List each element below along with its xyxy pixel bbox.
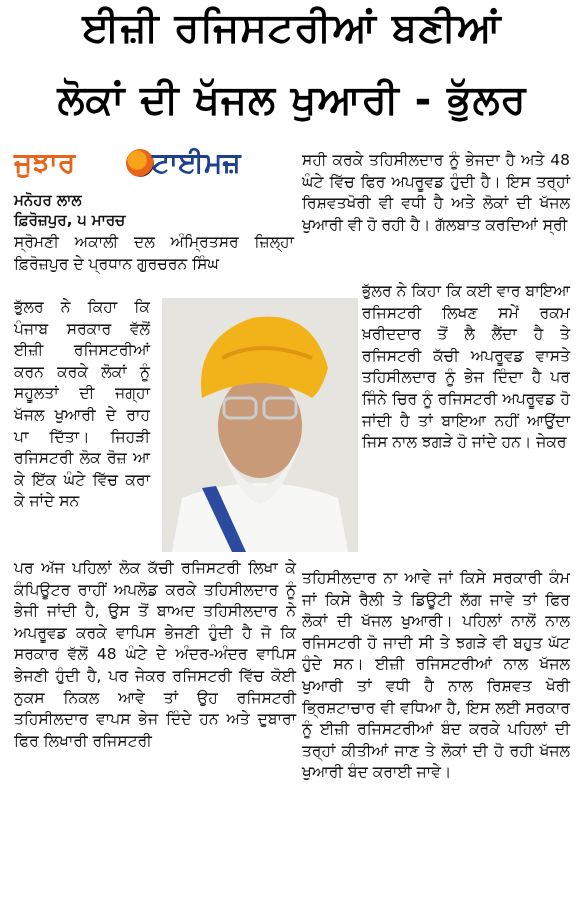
- article-paragraph-left-top: ਸ੍ਰੋਮਣੀ ਅਕਾਲੀ ਦਲ ਅੰਮ੍ਰਿਤਸਰ ਜ਼ਿਲ੍ਹਾ ਫ਼ਿਰੋਜ਼ਪੁਰ ਦੇ ਪ੍ਰਧਾਨ ਗੁਰਚਰਨ ਸਿੰਘ: [14, 233, 294, 273]
- headline-line-2: ਲੋਕਾਂ ਦੀ ਖੱਜਲ ਖੁਆਰੀ - ਭੁੱਲਰ: [57, 77, 527, 123]
- article-paragraph-left-narrow: ਭੁੱਲਰ ਨੇ ਕਿਹਾ ਕਿ ਪੰਜਾਬ ਸਰਕਾਰ ਵੱਲੋਂ ਈਜ਼ੀ ਰਜਿਸਟਰੀਆਂ ਕਰਨ ਕਰਕੇ ਲੋਕਾਂ ਨੂੰ ਸਹੂਲਤਾਂ ਦੀ ਜਗ੍ਹਾ ਖੱਜਲ ਖੁਆਰੀ ਦੇ ਰਾਹ ਪਾ ਦਿੱਤਾ। ਜਿਹੜੀ ਰਜਿਸਟਰੀ ਲੋਕ ਰੋਜ਼ ਆ ਕੇ ਇੱਕ ਘੰਟੇ ਵਿੱਚ ਕਰਾ ਕੇ ਜਾਂਦੇ ਸਨ: [14, 298, 150, 511]
- article-paragraph-right-bottom: ਤਹਿਸੀਲਦਾਰ ਨਾ ਆਵੇ ਜਾਂ ਕਿਸੇ ਸਰਕਾਰੀ ਕੰਮ ਜਾਂ ਕਿਸੇ ਰੈਲੀ ਤੇ ਡਿਊਟੀ ਲੱਗ ਜਾਵੇ ਤਾਂ ਫਿਰ ਲੋਕਾਂ ਦੀ ਖੱਜਲ ਖੁਆਰੀ। ਪਹਿਲਾਂ ਨਾਲੋਂ ਨਾਲ ਰਜਿਸਟਰੀ ਹੋ ਜਾਦੀ ਸੀ ਤੇ ਝਗੜੇ ਵੀ ਬਹੁਤ ਘੱਟ ਹੁੰਦੇ ਸਨ। ਈਜ਼ੀ ਰਜਿਸਟਰੀਆਂ ਨਾਲ ਖੱਜਲ ਖੁਆਰੀ ਤਾਂ ਵਧੀ ਹੈ ਨਾਲ ਰਿਸ਼ਵਤ ਖੋਰੀ ਭ੍ਰਿਸ਼ਟਾਚਾਰ ਵੀ ਵਧਿਆ ਹੈ, ਇਸ ਲਈ ਸਰਕਾਰ ਨੂੰ ਈਜ਼ੀ ਰਜਿਸਟਰੀਆਂ ਬੰਦ ਕਰਕੇ ਪਹਿਲਾਂ ਦੀ ਤਰ੍ਹਾਂ ਕੀਤੀਆਂ ਜਾਣ ਤੇ ਲੋਕਾਂ ਦੀ ਹੋ ਰਹੀ ਖੱਜਲ ਖੁਆਰੀ ਬੰਦ ਕਰਾਈ ਜਾਵੇ।: [302, 569, 570, 782]
- byline-author: ਮਨੋਹਰ ਲਾਲ: [14, 191, 82, 209]
- masthead-part-2: ਟਾਈਮਜ਼: [152, 146, 241, 179]
- article-paragraph-right-narrow: ਭੁੱਲਰ ਨੇ ਕਿਹਾ ਕਿ ਕਈ ਵਾਰ ਬਾਇਆ ਰਜਿਸਟਰੀ ਲਿਖਣ ਸਮੇਂ ਰਕਮ ਖ਼ਰੀਦਦਾਰ ਤੋਂ ਲੈ ਲੈਂਦਾ ਹੈ ਤੇ ਰਜਿਸਟਰੀ ਕੱਚੀ ਅਪਰੂਵਡ ਵਾਸਤੇ ਤਹਿਸੀਲਦਾਰ ਨੂੰ ਭੇਜ ਦਿੰਦਾ ਹੈ ਪਰ ਜਿੰਨੇ ਚਿਰ ਨੂੰ ਰਜਿਸਟਰੀ ਅਪਰੂਵਡ ਹੋ ਜਾਂਦੀ ਹੈ ਤਾਂ ਬਾਇਆ ਨਹੀਂ ਆਉਂਦਾ ਜਿਸ ਨਾਲ ਝਗੜੇ ਹੋ ਜਾਂਦੇ ਹਨ। ਜੇਕਰ: [362, 282, 570, 452]
- article-paragraph-left-bottom: ਪਰ ਅੱਜ ਪਹਿਲਾਂ ਲੋਕ ਕੱਚੀ ਰਜਿਸਟਰੀ ਲਿਖਾ ਕੇ ਕੰਪਿਊਟਰ ਰਾਹੀਂ ਅਪਲੋਡ ਕਰਕੇ ਤਹਿਸੀਲਦਾਰ ਨੂੰ ਭੇਜੀ ਜਾਂਦੀ ਹੈ, ਉਸ ਤੋਂ ਬਾਅਦ ਤਹਿਸੀਲਦਾਰ ਨੇ ਅਪਰੂਵਡ ਕਰਕੇ ਵਾਪਿਸ ਭੇਜਣੀ ਹੁੰਦੀ ਹੈ ਜੋ ਕਿ ਸਰਕਾਰ ਵੱਲੋਂ 48 ਘੰਟੇ ਦੇ ਅੰਦਰ-ਅੰਦਰ ਵਾਪਿਸ ਭੇਜਣੀ ਹੁੰਦੀ ਹੈ, ਪਰ ਜੇਕਰ ਰਜਿਸਟਰੀ ਵਿੱਚ ਕੋਈ ਨੁਕਸ ਨਿਕਲ ਆਵੇ ਤਾਂ ਉਹ ਰਜਿਸਟਰੀ ਤਹਿਸੀਲਦਾਰ ਵਾਪਸ ਭੇਜ ਦਿੰਦੇ ਹਨ ਅਤੇ ਦੁਬਾਰਾ ਫਿਰ ਲਿਖਾਰੀ ਰਜਿਸਟਰੀ: [14, 559, 296, 750]
- byline-dateline: ਫ਼ਿਰੋਜ਼ਪੁਰ, ੫ ਮਾਰਚ: [14, 211, 126, 229]
- portrait-photo: [162, 298, 358, 552]
- article-paragraph-right-top: ਸਹੀ ਕਰਕੇ ਤਹਿਸੀਲਦਾਰ ਨੂੰ ਭੇਜਦਾ ਹੈ ਅਤੇ 48 ਘੰਟੇ ਵਿੱਚ ਫਿਰ ਅਪਰੂਵਡ ਹੁੰਦੀ ਹੈ। ਇਸ ਤਰ੍ਹਾਂ ਰਿਸ਼ਵਤਖੋਰੀ ਵੀ ਵਧੀ ਹੈ ਅਤੇ ਲੋਕਾਂ ਦੀ ਖੱਜਲ ਖੁਆਰੀ ਵੀ ਹੋ ਰਹੀ ਹੈ। ਗੱਲਬਾਤ ਕਰਦਿਆਂ ਸ੍ਰੀ: [302, 151, 570, 234]
- masthead-emblem-icon: [126, 149, 154, 177]
- masthead-part-1: ਜੁਝਾਰ: [14, 146, 76, 179]
- masthead-logo: [14, 143, 284, 187]
- headline-line-1: ਈਜ਼ੀ ਰਜਿਸਟਰੀਆਂ ਬਣੀਆਂ: [82, 5, 502, 51]
